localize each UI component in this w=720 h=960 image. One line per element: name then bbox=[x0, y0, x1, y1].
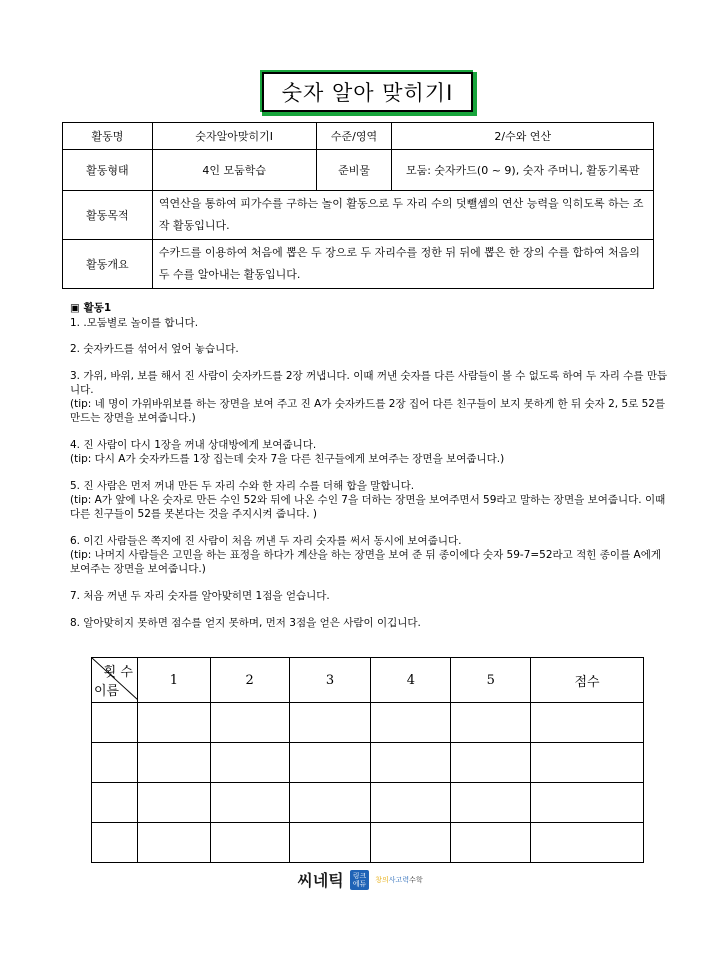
score-cell[interactable] bbox=[289, 823, 371, 863]
step-item: 1. .모둠별로 놀이를 합니다. bbox=[70, 317, 199, 329]
name-cell[interactable] bbox=[92, 703, 138, 743]
purpose-value: 역연산을 통하여 피가수를 구하는 놀이 활동으로 두 자리 수의 덧뺄셈의 연산 능력을 익히도록 하는 조작 활동입니다. bbox=[152, 191, 653, 240]
corner-top-label: 횟 수 bbox=[103, 665, 133, 680]
slogan-part: 창의 bbox=[375, 875, 389, 884]
step-item: 6. 이긴 사람들은 쪽지에 진 사람이 처음 꺼낸 두 자리 숫자를 써서 동시에 보여줍니다. (tip: 나머지 사람들은 고민을 하는 표정을 하다가 계산을 하는 장면을 보여 준 뒤 종이에다 숫자 59-7=52라고 적힌 종이를 A에게 보여주는 장면을 보여줍니다.) bbox=[70, 535, 662, 575]
score-cell[interactable] bbox=[210, 783, 289, 823]
score-cell[interactable] bbox=[137, 703, 210, 743]
column-header: 2 bbox=[210, 658, 289, 703]
score-cell[interactable] bbox=[371, 743, 451, 783]
table-row bbox=[92, 703, 644, 743]
column-header: 4 bbox=[371, 658, 451, 703]
score-cell[interactable] bbox=[371, 783, 451, 823]
step-item: 8. 알아맞히지 못하면 점수를 얻지 못하며, 먼저 3점을 얻은 사람이 이깁니다. bbox=[70, 617, 421, 629]
level-value: 2/수와 연산 bbox=[392, 123, 654, 150]
info-table bbox=[62, 122, 654, 289]
overview-value: 수카드를 이용하여 처음에 뽑은 두 장으로 두 자리수를 정한 뒤 뒤에 뽑은 한 장의 수를 합하여 처음의 두 수를 알아내는 활동입니다. bbox=[152, 240, 653, 289]
score-cell[interactable] bbox=[137, 783, 210, 823]
step-item: 4. 진 사람이 다시 1장을 꺼내 상대방에게 보여줍니다. (tip: 다시 A가 숫자카드를 1장 집는데 숫자 7을 다른 친구들에게 보여주는 장면을 보여줍니다.) bbox=[70, 439, 505, 465]
name-cell[interactable] bbox=[92, 823, 138, 863]
score-cell[interactable] bbox=[289, 783, 371, 823]
score-cell[interactable] bbox=[210, 743, 289, 783]
score-cell[interactable] bbox=[210, 703, 289, 743]
corner-bottom-label: 이름 bbox=[94, 684, 120, 699]
activity-name-label: 활동명 bbox=[63, 123, 153, 150]
score-cell[interactable] bbox=[451, 783, 531, 823]
materials-value: 모둠: 숫자카드(0 ~ 9), 숫자 주머니, 활동기록판 bbox=[392, 150, 654, 191]
score-cell[interactable] bbox=[210, 823, 289, 863]
name-cell[interactable] bbox=[92, 743, 138, 783]
badge-top: 링크 bbox=[352, 871, 367, 880]
score-cell[interactable] bbox=[289, 743, 371, 783]
name-cell[interactable] bbox=[92, 783, 138, 823]
score-column-header: 점수 bbox=[531, 658, 644, 703]
score-table bbox=[91, 657, 644, 863]
step-item: 3. 가위, 바위, 보를 해서 진 사람이 숫자카드를 2장 꺼냅니다. 이때 꺼낸 숫자를 다른 사람들이 볼 수 없도록 하여 두 자리 수를 만듭니다. (tip: 네 명이 가위바위보를 하는 장면을 보여 주고 진 A가 숫자카드를 2장 집어 다른 친구들이 보지 못하게 한 뒤 숫자 2, 5로 52를 만드는 장면을 보여줍니다.) bbox=[70, 370, 668, 424]
score-cell[interactable] bbox=[289, 703, 371, 743]
activity-type-value: 4인 모둠학습 bbox=[152, 150, 316, 191]
activity-name-value: 숫자알아맞히기Ⅰ bbox=[152, 123, 316, 150]
total-cell[interactable] bbox=[531, 743, 644, 783]
materials-label: 준비물 bbox=[316, 150, 392, 191]
score-cell[interactable] bbox=[371, 703, 451, 743]
column-header: 3 bbox=[289, 658, 371, 703]
score-cell[interactable] bbox=[451, 823, 531, 863]
total-cell[interactable] bbox=[531, 783, 644, 823]
activity-heading: ▣ 활동1 bbox=[70, 302, 112, 314]
total-cell[interactable] bbox=[531, 703, 644, 743]
level-label: 수준/영역 bbox=[316, 123, 392, 150]
table-row bbox=[92, 783, 644, 823]
score-cell[interactable] bbox=[371, 823, 451, 863]
purpose-label: 활동목적 bbox=[63, 191, 153, 240]
brand-slogan bbox=[375, 875, 422, 885]
total-cell[interactable] bbox=[531, 823, 644, 863]
score-cell[interactable] bbox=[137, 823, 210, 863]
score-table-corner bbox=[92, 658, 138, 703]
overview-label: 활동개요 bbox=[63, 240, 153, 289]
step-item: 5. 진 사람은 먼저 꺼내 만든 두 자리 수와 한 자리 수를 더해 합을 말합니다. (tip: A가 앞에 나온 숫자로 만든 수인 52와 뒤에 나온 수인 7을 더하는 장면을 보여주면서 59라고 말하는 장면을 보여줍니다. 이때 다른 친구들이 52를 못본다는 것을 주지시켜 줍니다. ) bbox=[70, 480, 666, 520]
table-row bbox=[92, 823, 644, 863]
page-title: 숫자 알아 맞히기Ⅰ bbox=[262, 72, 473, 112]
badge-bottom: 에듀 bbox=[352, 879, 367, 888]
brand-name: 씨네틱 bbox=[297, 871, 344, 890]
table-row bbox=[92, 743, 644, 783]
score-cell[interactable] bbox=[451, 703, 531, 743]
score-cell[interactable] bbox=[451, 743, 531, 783]
footer-logo bbox=[0, 868, 720, 891]
slogan-part: 수학 bbox=[409, 875, 423, 884]
activity-type-label: 활동형태 bbox=[63, 150, 153, 191]
step-item: 7. 처음 꺼낸 두 자리 숫자를 알아맞히면 1점을 얻습니다. bbox=[70, 590, 330, 602]
slogan-part: 사고력 bbox=[388, 875, 410, 884]
column-header: 1 bbox=[137, 658, 210, 703]
column-header: 5 bbox=[451, 658, 531, 703]
activity-section bbox=[70, 301, 670, 643]
score-cell[interactable] bbox=[137, 743, 210, 783]
step-item: 2. 숫자카드를 섞어서 엎어 놓습니다. bbox=[70, 343, 239, 355]
brand-badge bbox=[350, 870, 370, 890]
